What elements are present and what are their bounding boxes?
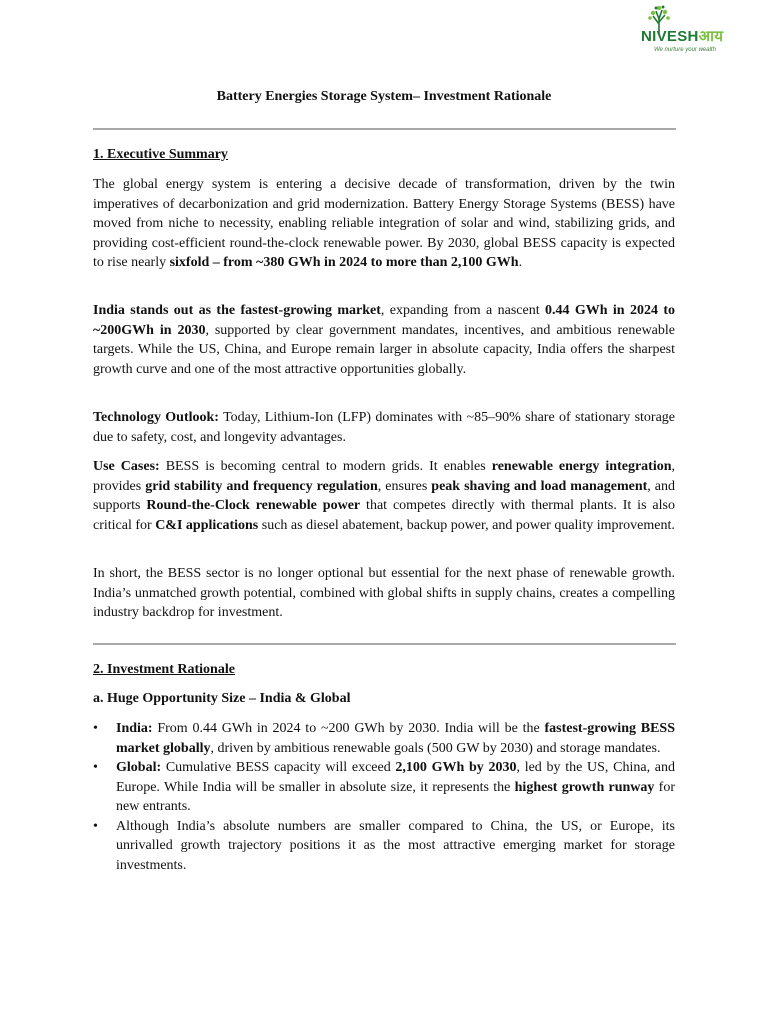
bullet-list: [93, 719, 675, 875]
paragraph-use-cases: Use Cases: BESS is becoming central to modern grids. It enables renewable energy integration, provides grid stability and frequency regulation, ensures peak shaving and load management, and supports Round-the-Clock renewable power that competes directly with thermal plants. It is also critical for C&I applications such as diesel abatement, backup power, and power quality improvement.: [93, 459, 675, 533]
list-item: • India: From 0.44 GWh in 2024 to ~200 GWh by 2030. India will be the fastest-growing BESS market globally, driven by ambitious renewable goals (500 GW by 2030) and storage mandates.: [93, 721, 676, 756]
subheading-opportunity-size: a. Huge Opportunity Size – India & Global: [93, 691, 351, 706]
nivesh-logo: [638, 4, 756, 58]
paragraph-overview: The global energy system is entering a decisive decade of transformation, driven by the twin imperatives of decarbonization and grid modernization. Battery Energy Storage Systems (BESS) have moved from niche to necessity, enabling reliable integration of solar and wind, stabilizing grids, and providing cost-efficient round-the-clock renewable power. By 2030, global BESS capacity is expected to rise nearly sixfold – from ~380 GWh in 2024 to more than 2,100 GWh.: [93, 177, 675, 270]
list-item: • Global: Cumulative BESS capacity will exceed 2,100 GWh by 2030, led by the US, China, and Europe. While India will be smaller in absolute size, it represents the highest growth runway for new entrants.: [93, 760, 676, 814]
logo-brand-devanagari: आय: [698, 27, 724, 45]
paragraph-technology-outlook: Technology Outlook: Today, Lithium-Ion (LFP) dominates with ~85–90% share of stationary storage due to safety, cost, and longevity advantages.: [93, 410, 676, 445]
logo-brand-latin: NIVESH: [641, 28, 699, 45]
list-item: • Although India’s absolute numbers are smaller compared to China, the US, or Europe, its unrivalled growth trajectory positions it as the most attractive emerging market for storage investments.: [93, 818, 675, 873]
section-heading-executive-summary: 1. Executive Summary: [93, 147, 228, 162]
bullet-dot-icon: •: [93, 818, 98, 834]
logo-wordmark: [641, 27, 723, 46]
section-divider: [93, 128, 676, 130]
section-heading-investment-rationale: 2. Investment Rationale: [93, 662, 235, 677]
paragraph-conclusion: In short, the BESS sector is no longer optional but essential for the next phase of renewable growth. India’s unmatched growth potential, combined with global shifts in supply chains, creates a compelling industry backdrop for investment.: [93, 566, 675, 620]
bullet-dot-icon: •: [93, 721, 98, 736]
bullet-dot-icon: •: [93, 760, 98, 775]
section-divider: [93, 643, 676, 645]
document-title: Battery Energies Storage System– Investment Rationale: [216, 89, 552, 104]
paragraph-india: India stands out as the fastest-growing market, expanding from a nascent 0.44 GWh in 2024 to ~200GWh in 2030, supported by clear government mandates, incentives, and ambitious renewable targets. While the US, China, and Europe remain larger in absolute capacity, India offers the sharpest growth curve and one of the most attractive opportunities globally.: [93, 303, 675, 377]
logo-tagline: We nurture your wealth: [654, 47, 716, 53]
